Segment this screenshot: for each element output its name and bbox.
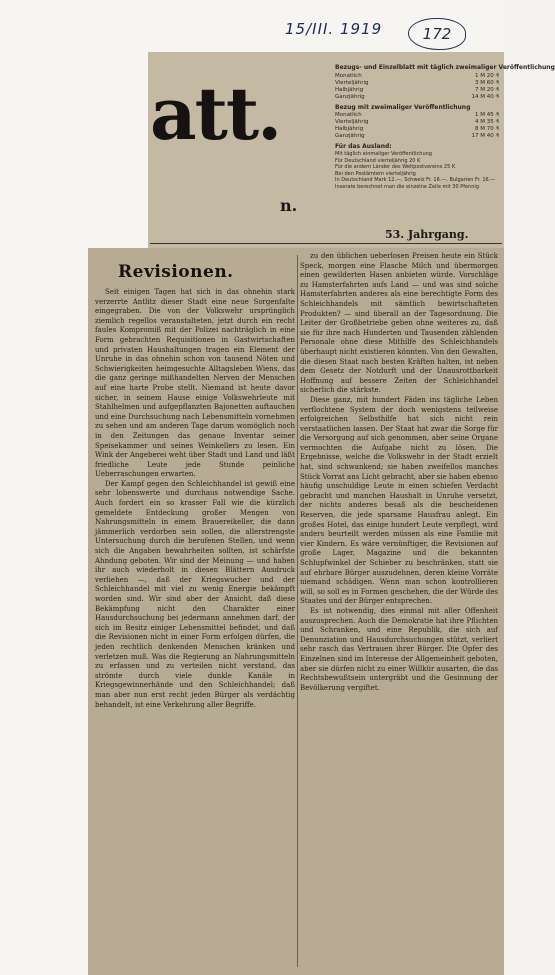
price-row: Halbjährig 7 M 20 ₰	[335, 87, 499, 93]
subscription-note: Inserate berechnet man die einzelne Zeile mit 30 Pfennig	[335, 183, 479, 190]
subscription-info-box	[335, 64, 555, 209]
article-paragraph: Seit einigen Tagen hat sich in das ohnehin stark verzerrte Antlitz dieser Stadt eine neue Sorgenfalte eingegraben. Die von der Volkswehr ursprünglich ziemlich regellos veranstalteten, jetzt durch ein recht faules Kompromiß mit der Polizei nachträglich in eine Form gebrachten Requisitionen in Gastwirtschaften und privaten Haushaltungen tragen ein Element der Unruhe in das ohnehin schon von tausend Nöten und Schwierigkeiten heimgesuchte Alltagsleben Wiens, das die ganz geringe mißhandelten Nerven der Menschen auf eine harte Probe stellt. Niemand ist heute davor sicher, in seinem Hause einige Volkswehrleute mit Stahlhelmen und aufgepflanzten Bajonetten auftauchen und eine Durchsuchung nach Lebensmitteln vornehmen zu sehen und am anderen Tage darum womöglich noch in den Zeitungen das genaue Inventar seiner Speisekammer und seines Weinkellers zu lesen. Ein Wink der Angeberei weht über Stadt und Land und läßt friedliche Leute jede Stunde peinliche Ueberraschungen erwarten.	[95, 288, 295, 479]
price-row: Halbjährig 8 M 70 ₰	[335, 126, 499, 132]
price-row: Monatlich 1 M 45 ₰	[335, 112, 499, 118]
article-paragraph: Der Kampf gegen den Schleichhandel ist gewiß eine sehr lobenswerte und durchaus notwendige Sache. Auch fordert ein so krasser Fall wie die kürzlich gemeldete Entdeckung großer Mengen von Nahrungsmitteln in einem Brauereikeller, die dann jämmerlich verdorben sein sollen, die allerstrengste Untersuchung durch die berufenen Stellen, und wenn sich die Angaben bewahrheiten sollten, ist schärfste Ahndung geboten. Wir sind der Meinung — und haben ihr auch wiederholt in diesen Blättern Ausdruck verliehen —, daß der Kriegswucher und der Schleichhandel mit viel zu wenig Energie bekämpft worden sind. Wir sind aber der Ansicht, daß diese Bekämpfung nicht den Charakter einer Hausdurchsuchung bei jedermann annehmen darf, der sich im Besitz einiger Lebensmittel befindet, und daß die Revisionen nicht in einer Form erfolgen dürfen, die jeden rechtlich denkenden Menschen kränken und verletzen muß. Was die Regierung an Nahrungsmitteln zu erfassen und zu verteilen nicht verstand, das strömte durch viele dunkle Kanäle in Kriegsgewinnerhände und den Schleichhandel; daß man aber nun erst recht jeden Bürger als verdächtig behandelt, ist eine Verkehrung aller Begriffe.	[95, 479, 295, 709]
subscription-note: Mit täglich einmaliger Veröffentlichung	[335, 151, 432, 157]
price-row: Vierteljährig 4 M 35 ₰	[335, 119, 499, 125]
column-divider	[297, 255, 298, 967]
masthead-fragment: att.	[150, 71, 281, 156]
subscription-note: Für Deutschland vierteljährig 20 K	[335, 157, 421, 164]
masthead-rule	[150, 243, 502, 244]
article-paragraph: zu den üblichen ueberlosen Preisen heute ein Stück Speck, morgen eine Flasche Milch und übermorgen einen gewilderten Hasen anbieten würde. Vorschläge zu Hamsterfahrten aufs Land — und was sind solche Hamsterfahrten anderes als eine berechtigte Form des Schleichhandels mit sämtlich bewirtschafteten Produkten? — sind überall an der Tagesordnung. Die Leiter der Großbetriebe geben ohne weiteres zu, daß sie für ihre nach Hunderten und Tausenden zählenden Personale ohne diese Mithilfe des Schleichhandels überhaupt nicht existieren könnten. Von den Gewalten, die diesen Staat nach besten Kräften halten, ist neben dem Gesetz der Notdurft und der Unausrottbarkeit Hoffnung auf bessere Zeiten der Schleichhandel sicherlich die stärkste.	[300, 252, 498, 395]
handwritten-reference-number: 172	[408, 18, 466, 50]
price-row: Monatlich 1 M 20 ₰	[335, 73, 499, 79]
article-paragraph: Es ist notwendig, dies einmal mit aller Offenheit auszusprechen. Auch die Demokratie hat ihre Pflichten und Schranken, und eine Republik, die sich auf Denunziation und Hausdurchsuchungen stützt, verliert sehr rasch das Vertrauen ihrer Bürger. Die Opfer des Einzelnen sind im Interesse der Allgemeinheit geboten, aber sie dürfen nicht zu einer Willkür ausarten, die das Rechtsbewußtsein untergräbt und die Gesinnung der Bevölkerung vergiftet.	[300, 606, 498, 692]
subscription-header: Bezugs- und Einzelblatt mit täglich zweimaliger Veröffentlichung	[335, 64, 555, 71]
subscription-section-title: Für das Ausland:	[335, 143, 392, 150]
masthead-tail-fragment: n.	[280, 196, 298, 215]
volume-year: 53. Jahrgang.	[385, 228, 469, 241]
article-column-left	[95, 288, 295, 968]
article-paragraph: Diese ganz, mit hundert Fäden ins tägliche Leben verflochtene System der doch wenigstens teilweise erfolgreichen Selbsthilfe hat sich nicht rein verstaatlichen lassen. Der Staat hat zwar die Sorge für die Versorgung auf sich genommen, aber seine Organe vermochten die Aufgabe nicht zu lösen. Die Ergebnisse, welche die Volkswehr in der Stadt erzielt hat, sind schwankend; sie haben zweifellos manches Stück Vorrat ans Licht gebracht, aber sie haben ebenso häufig unschuldige Leute in einen schiefen Verdacht gebracht und manchen Haushalt in Unruhe versetzt, der nichts anderes besaß als die bescheidenen Reserven, die jede sparsame Hausfrau anlegt. Ein großes Hotel, das einige hundert Leute verpflegt, wird anders beurteilt werden müssen als eine Familie mit vier Kindern. Es wäre vernünftiger, die Revisionen auf große Lager, Magazine und die bekannten Schlupfwinkel der Schieber zu beschränken, statt sie auf ehrbare Bürger auszudehnen, deren kleine Vorräte niemand schädigen. Wenn man schon kontrollieren will, so soll es in Formen geschehen, die der Würde des Staates und der Bürger entsprechen.	[300, 395, 498, 606]
article-title: Revisionen.	[118, 262, 234, 282]
price-row: Ganzjährig 14 M 40 ₰	[335, 94, 499, 100]
subscription-note: Für die andern Länder des Weltpostvereins 25 K	[335, 164, 456, 170]
subscription-note: Bei den Postämtern vierteljährig	[335, 170, 416, 177]
price-row: Vierteljährig 3 M 60 ₰	[335, 80, 499, 86]
subscription-section-title: Bezug mit zweimaliger Veröffentlichung	[335, 104, 471, 111]
subscription-note: In Deutschland Mark 12.—, Schweiz Fr. 16.—, Bulgarien Fr. 16.—	[335, 177, 496, 183]
article-column-right	[300, 252, 498, 968]
price-row: Ganzjährig 17 M 40 ₰	[335, 133, 499, 139]
handwritten-date: 15/III. 1919	[285, 20, 383, 38]
